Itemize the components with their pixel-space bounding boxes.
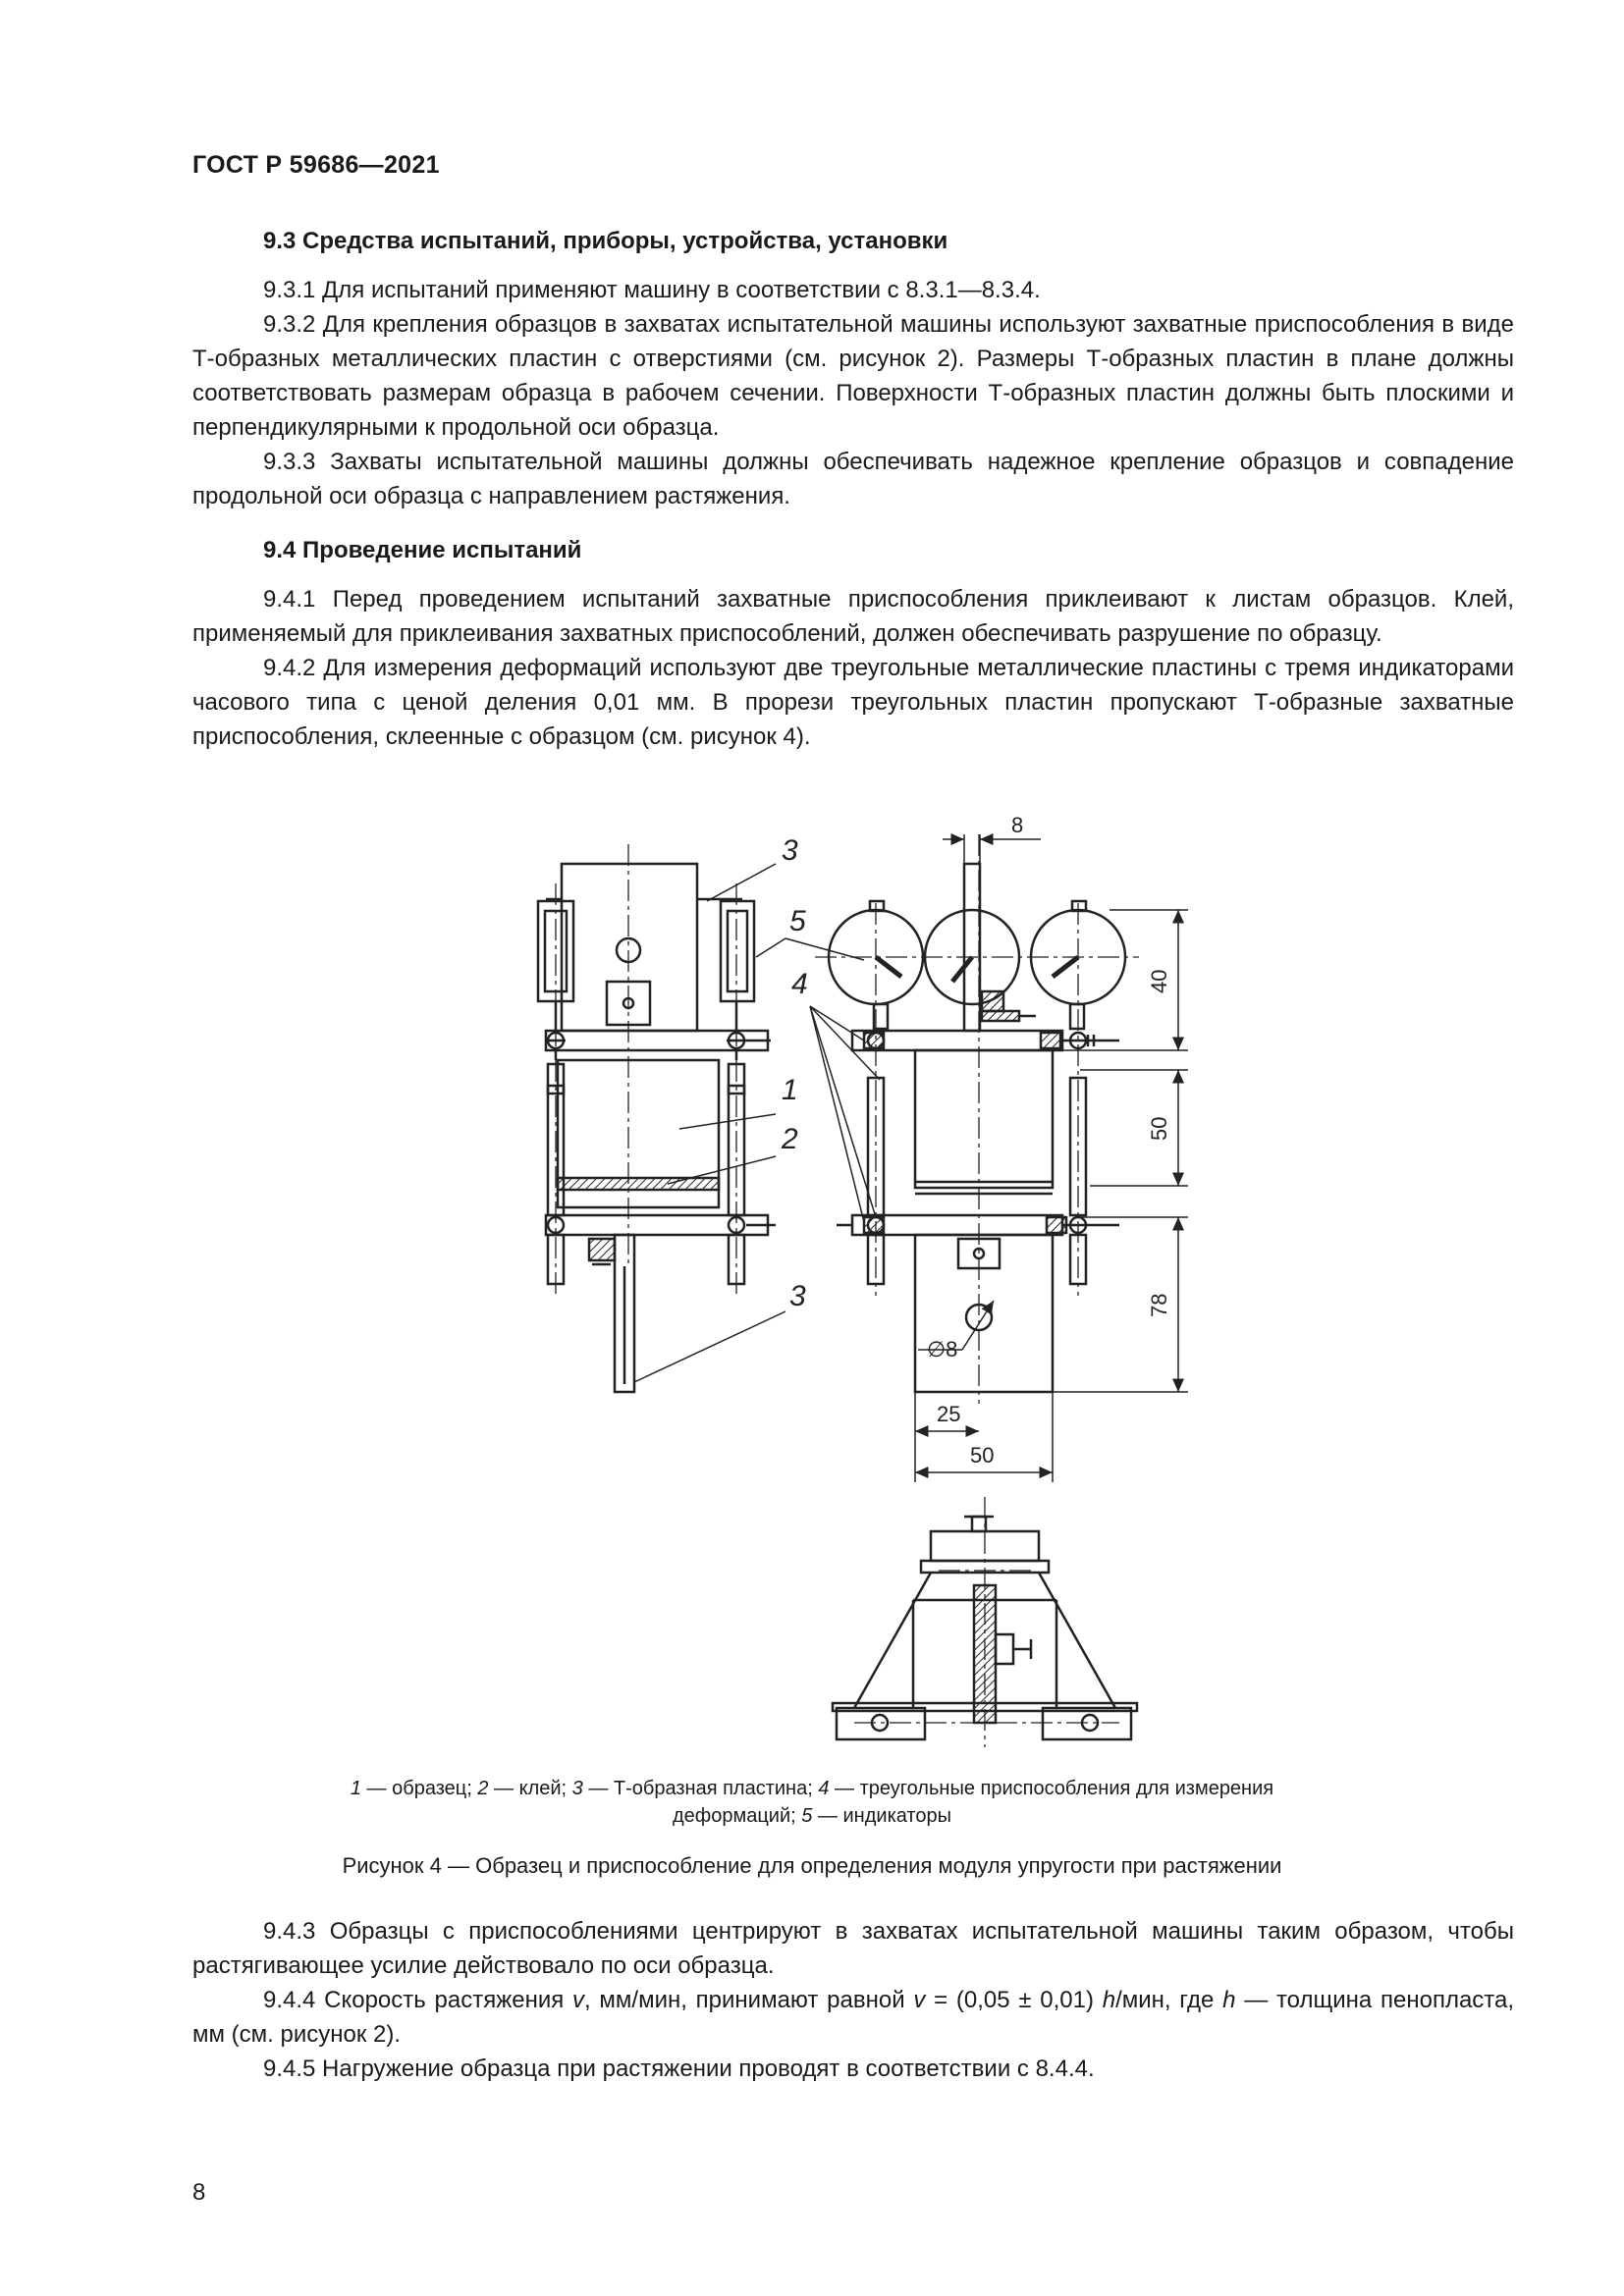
section-9-4-body-bottom [192,1914,1514,2086]
figure-caption: Рисунок 4 — Образец и приспособление для определения модуля упругости при растяжении [342,1853,1282,1878]
dim-40: 40 [1147,969,1171,993]
paragraph-9-4-5: 9.4.5 Нагружение образца при растяжении проводят в соответствии с 8.4.4. [263,2056,1095,2082]
figure-legend: 1 — образец; 2 — клей; 3 — Т-образная пластина; 4 — треугольные приспособления для измерения деформаций; 5 — индикаторы [350,1778,1274,1827]
paragraph-9-4-3: 9.4.3 Образцы с приспособлениями центрируют в захватах испытательной машины таким образом, чтобы растягивающее усилие действовало по оси образца. [192,1918,1514,1979]
dim-50-vertical: 50 [1147,1116,1171,1141]
paragraph-9-4-1: 9.4.1 Перед проведением испытаний захватные приспособления приклеивают к листам образцов. Клей, применяемый для приклеивания захватных приспособлений, должен обеспечивать разрушение по образцу. [192,586,1514,647]
callout-3-bottom: 3 [789,1280,806,1312]
page-number: 8 [192,2179,206,2206]
callout-3-top: 3 [782,834,798,867]
paragraph-9-3-3: 9.3.3 Захваты испытательной машины должны обеспечивать надежное крепление образцов и совпадение продольной оси образца с направлением растяжения. [192,449,1514,509]
paragraph-9-3-2: 9.3.2 Для крепления образцов в захватах испытательной машины используют захватные приспособления в виде Т-образных металлических пластин с отверстиями (см. рисунок 2). Размеры Т-образных пластин в плане должны соответствовать размерам образца в рабочем сечении. Поверхности Т-образных пластин должны быть плоскими и перпендикулярными к продольной оси образца. [192,311,1514,441]
section-9-3-title: 9.3 Средства испытаний, приборы, устройства, установки [263,228,948,254]
left-side-view [538,864,776,1392]
dim-hole-8: ∅8 [927,1337,958,1362]
front-view [829,864,1125,1392]
figure-4-drawing [511,803,1171,1750]
document-code-header: ГОСТ Р 59686—2021 [192,151,440,179]
dim-8: 8 [1011,813,1024,837]
section-9-3-body [192,273,1514,513]
dim-50-horizontal: 50 [970,1443,995,1468]
callout-2: 2 [782,1123,798,1155]
section-9-4-title: 9.4 Проведение испытаний [263,537,582,563]
technical-drawing [511,803,1171,1745]
paragraph-9-4-4: 9.4.4 Скорость растяжения v, мм/мин, принимают равной v = (0,05 ± 0,01) h/мин, где h — толщина пенопласта, мм (см. рисунок 2). [192,1987,1515,2048]
callout-5: 5 [789,905,806,937]
dim-78: 78 [1147,1293,1171,1317]
callout-1: 1 [782,1074,798,1106]
leader-lines [634,864,880,1382]
paragraph-9-3-1: 9.3.1 Для испытаний применяют машину в соответствии с 8.3.1—8.3.4. [263,277,1041,303]
callout-4: 4 [791,968,808,1000]
section-9-4-body-top [192,582,1514,754]
dim-25: 25 [937,1402,961,1426]
paragraph-9-4-2: 9.4.2 Для измерения деформаций используют две треугольные металлические пластины с тремя индикаторами часового типа с ценой деления 0,01 мм. В прорези треугольных пластин пропускают Т-образные захватные приспособления, склеенные с образцом (см. рисунок 4). [192,655,1514,750]
